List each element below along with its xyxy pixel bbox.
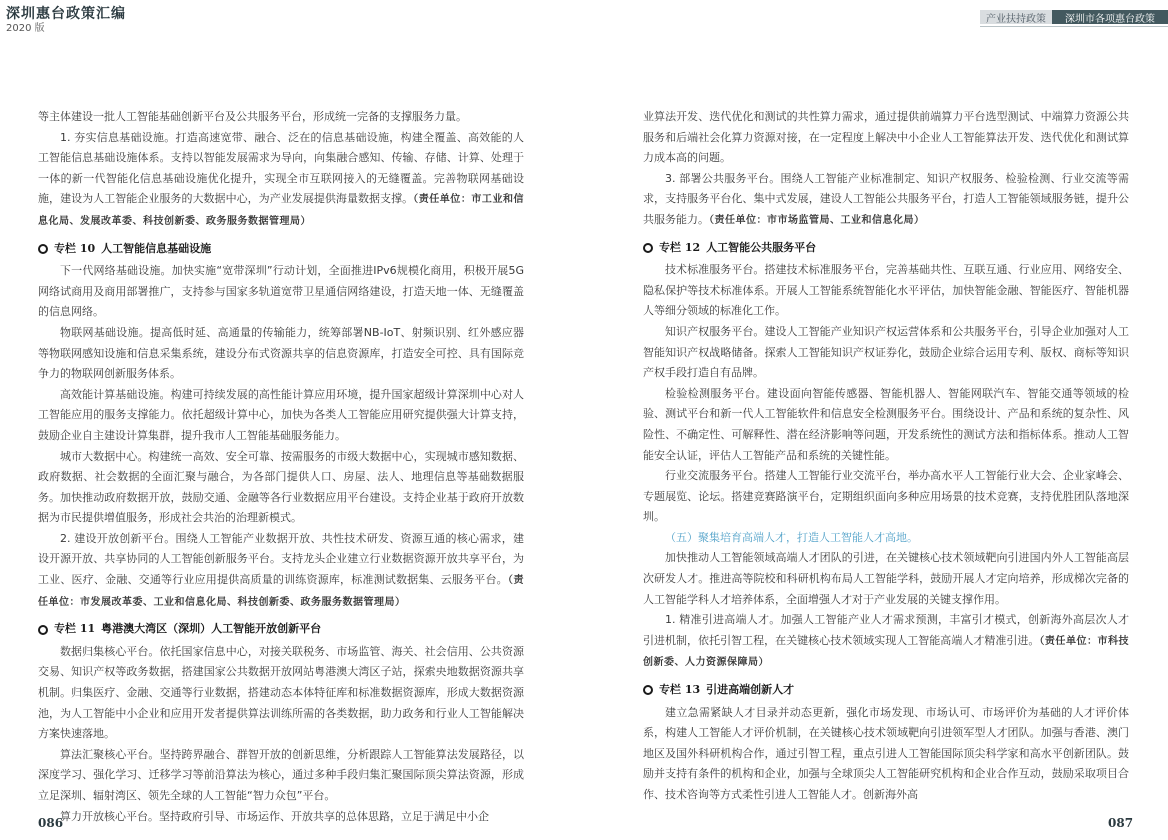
paragraph (643, 169, 1129, 232)
column-number: 专栏 11 (54, 622, 96, 636)
paragraph-text: 3. 部署公共服务平台。围绕人工智能产业标准制定、知识产权服务、检验检测、行业交流等需求，支持服务平台化、集中式发展，建设人工智能公共服务平台，打造人工智能领域服务链，提升公共服务能力。 (643, 171, 1129, 226)
paragraph: 检验检测服务平台。建设面向智能传感器、智能机器人、智能网联汽车、智能交通等领域的检验、测试平台和新一代人工智能软件和信息安全检测服务平台。围绕设计、产品和系统的复杂性、风险性、不确定性、可解释性、潜在经济影响等问题，开发系统性的测试方法和指标体系。推动人工智能安全认证，评估人工智能产品和系统的关键性能。 (643, 386, 1129, 462)
paragraph: 数据归集核心平台。依托国家信息中心，对接关联税务、市场监管、海关、社会信用、公共资源交易、知识产权等政务数据，搭建国家公共数据开放网站粤港澳大湾区子站，探索央地数据资源共享机制。归集医疗、金融、交通等行业数据，搭建动态本体特征库和标准数据资源库，形成大数据资源池，为人工智能中小企业和应用开发者提供算法训练所需的各类数据，助力政务和行业人工智能解决方案快速落地。 (38, 644, 524, 741)
column-title: 引进高端创新人才 (706, 683, 795, 697)
circle-bullet-icon (38, 625, 48, 635)
paragraph: 算法汇聚核心平台。坚持跨界融合、群智开放的创新思维，分析跟踪人工智能算法发展路径，以深度学习、强化学习、迁移学习等前沿算法为核心，通过多种手段归集汇聚国际顶尖算法资源，形成立足深圳、辐射湾区、领先全球的人工智能“智力众包”平台。 (38, 747, 524, 802)
column-box-heading (38, 619, 524, 640)
category-tab: 产业扶持政策 (980, 10, 1052, 24)
circle-bullet-icon (643, 243, 653, 253)
column-title: 人工智能公共服务平台 (706, 240, 817, 254)
paragraph: 物联网基础设施。提高低时延、高通量的传输能力，统筹部署NB-IoT、射频识别、红外感应器等物联网感知设施和信息采集系统，建设分布式资源共享的信息资源库，打造安全可控、具有国际竞争力的物联网创新服务体系。 (38, 325, 524, 381)
section-subheading: （五）聚集培育高端人才，打造人工智能人才高地。 (665, 530, 918, 544)
paragraph (38, 128, 524, 233)
paragraph: 加快推动人工智能领域高端人才团队的引进，在关键核心技术领域靶向引进国内外人工智能高层次研发人才。推进高等院校和科研机构布局人工智能学科，鼓励开展人才定向培养，形成梯次完备的人工智能学科人才培养体系，全面增强人才对于产业发展的关键支撑作用。 (643, 551, 1129, 606)
paragraph (643, 610, 1129, 674)
publication-header (6, 6, 126, 35)
paragraph: 技术标准服务平台。搭建技术标准服务平台，完善基础共性、互联互通、行业应用、网络安全、隐私保护等技术标准体系。开展人工智能系统智能化水平评估，加快智能金融、智能医疗、智能机器人等细分领域的标准化工作。 (643, 263, 1129, 318)
paragraph: 下一代网络基础设施。加快实施“宽带深圳”行动计划，全面推进IPv6规模化商用，积极开展5G网络试商用及商用部署推广，支持参与国家多轨道宽带卫星通信网络建设，打造天地一体、无缝覆盖的信息网络。 (38, 264, 524, 319)
header-divider (980, 26, 1168, 27)
paragraph: 业算法开发、迭代优化和测试的共性算力需求，通过提供前端算力平台选型测试、中端算力资源公共服务和后端社会化算力资源对接，在一定程度上解决中小企业人工智能算法开发、迭代优化和测试算力成本高的问题。 (643, 110, 1129, 165)
paragraph: 知识产权服务平台。建设人工智能产业知识产权运营体系和公共服务平台，引导企业加强对人工智能知识产权战略储备。探索人工智能知识产权证券化，鼓励企业综合运用专利、版权、商标等知识产权手段打造自有品牌。 (643, 324, 1129, 380)
paragraph: 算力开放核心平台。坚持政府引导、市场运作、开放共享的总体思路，立足于满足中小企 (60, 809, 489, 823)
responsible-units: （责任单位：市科技创新委、人力资源保障局） (643, 635, 1129, 669)
section-tab: 深圳市各项惠台政策 (1052, 10, 1168, 24)
publication-edition: 2020 版 (6, 23, 45, 34)
publication-title: 深圳惠台政策汇编 (6, 6, 126, 22)
paragraph: 建立急需紧缺人才目录并动态更新，强化市场发现、市场认可、市场评价为基础的人才评价体系，构建人工智能人才评价机制，在关键核心技术领域靶向引进领军型人才团队。加强与香港、澳门地区及国外科研机构合作，通过引智工程，重点引进人工智能国际顶尖科学家和高水平创新团队。鼓励并支持有条件的机构和企业，加强与全球顶尖人工智能研究机构和企业合作互动，鼓励采取项目合作、技术咨询等方式柔性引进人工智能人才。创新海外高 (643, 705, 1129, 801)
responsible-units: （责任单位：市发展改革委、工业和信息化局、科技创新委、政务服务数据管理局） (38, 575, 524, 608)
paragraph (38, 529, 524, 613)
page-number-left: 086 (38, 816, 64, 830)
column-number: 专栏 12 (659, 240, 701, 254)
column-number: 专栏 10 (54, 241, 96, 255)
paragraph: 城市大数据中心。构建统一高效、安全可靠、按需服务的市级大数据中心，实现城市感知数据、政府数据、社会数据的全面汇聚与融合，为各部门提供人口、房屋、法人、地理信息等基础数据服务。加快推动政府数据开放，鼓励交通、金融等各行业数据应用平台建设。支持企业基于政府开放数据为市民提供增值服务，形成社会共治的治理新模式。 (38, 449, 524, 525)
column-title: 粤港澳大湾区（深圳）人工智能开放创新平台 (101, 622, 322, 636)
responsible-units: （责任单位：市市场监管局、工业和信息化局） (709, 214, 925, 226)
paragraph: 等主体建设一批人工智能基础创新平台及公共服务平台，形成统一完备的支撑服务力量。 (38, 110, 467, 123)
paragraph-text: 2. 建设开放创新平台。围绕人工智能产业数据开放、共性技术研发、资源互通的核心需求，建设开源开放、共享协同的人工智能创新服务平台。支持龙头企业建立行业数据资源开放共享平台，为工业、医疗、金融、交通等行业应用提供高质量的训练资源库，标准测试数据集、云服务平台。 (38, 531, 524, 587)
section-tabs (980, 10, 1168, 24)
column-box-heading (38, 239, 524, 260)
column-box-heading (643, 680, 1129, 701)
paragraph: 行业交流服务平台。搭建人工智能行业交流平台，举办高水平人工智能行业大会、企业家峰会、专题展览、论坛。搭建竞赛路演平台，定期组织面向多种应用场景的技术竞赛，支持优胜团队落地深圳。 (643, 469, 1129, 524)
circle-bullet-icon (643, 685, 653, 695)
column-box-heading (643, 238, 1129, 259)
paragraph-text: 1. 精准引进高端人才。加强人工智能产业人才需求预测，丰富引才模式，创新海外高层次人才引进机制，依托引智工程，在关键核心技术领域实现人工智能高端人才精准引进。 (643, 613, 1129, 647)
page-number-right: 087 (1108, 816, 1134, 830)
column-title: 人工智能信息基础设施 (101, 241, 212, 255)
circle-bullet-icon (38, 244, 48, 254)
responsible-units: （责任单位：市工业和信息化局、发展改革委、科技创新委、政务服务数据管理局） (38, 194, 525, 227)
left-page-column (38, 107, 524, 827)
paragraph: 高效能计算基础设施。构建可持续发展的高性能计算应用环境，提升国家超级计算深圳中心对人工智能应用的服务支撑能力。依托超级计算中心，加快为各类人工智能应用研究提供强大计算支持，鼓励企业自主建设计算集群，提升我市人工智能基础服务能力。 (38, 387, 524, 442)
right-page-column (643, 107, 1129, 806)
column-number: 专栏 13 (659, 683, 701, 697)
paragraph-text: 1. 夯实信息基础设施。打造高速宽带、融合、泛在的信息基础设施，构建全覆盖、高效能的人工智能信息基础设施体系。支持以智能发展需求为导向，向集融合感知、传输、存储、计算、处理于一体的新一代智能化信息基础设施优化提升，实现全市互联网接入的无缝覆盖。完善物联网基础设施，建设为人工智能企业服务的大数据中心，为产业发展提供海量数据支撑。 (38, 130, 524, 206)
